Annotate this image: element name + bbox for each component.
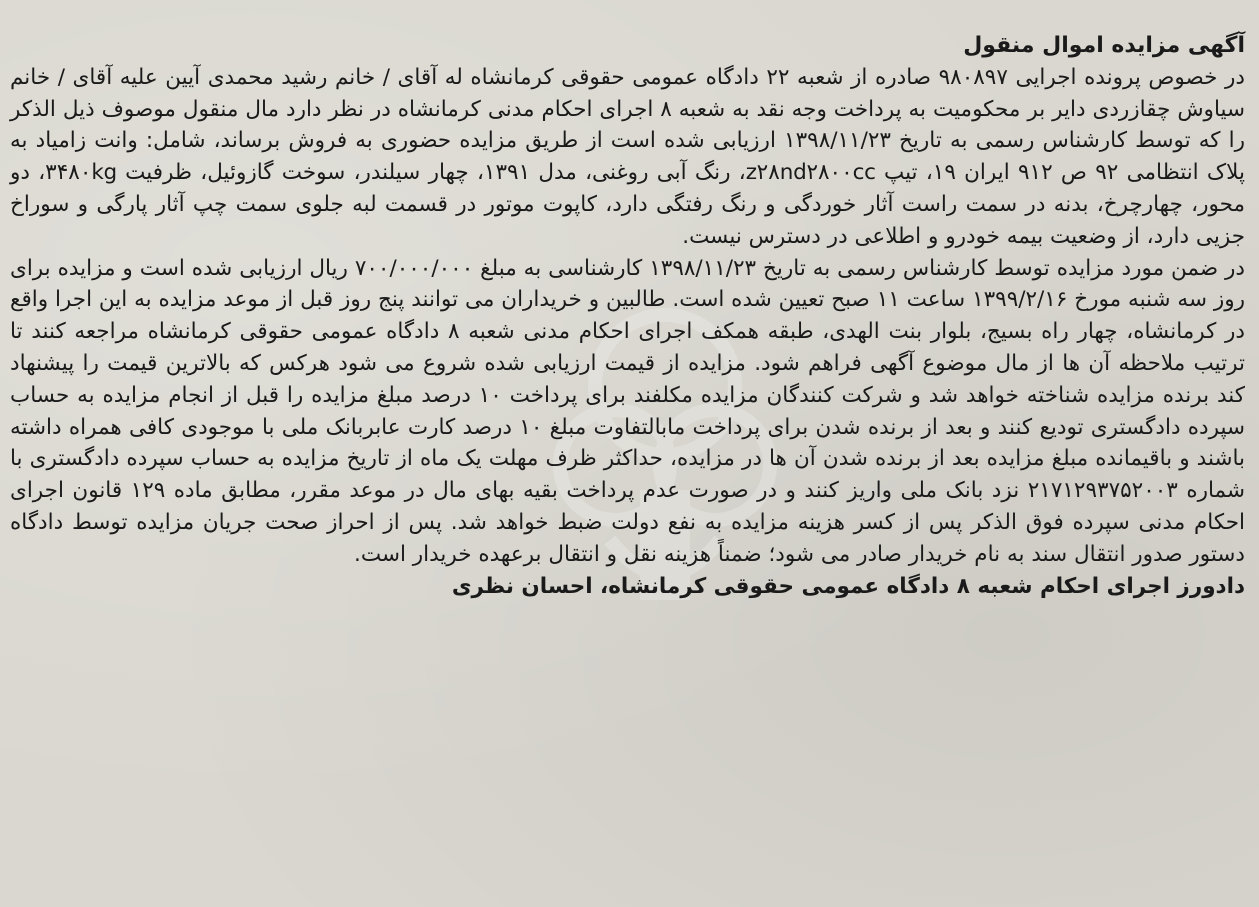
auction-notice: [10, 30, 1245, 890]
notice-paragraph-auction-terms: در ضمن مورد مزایده توسط کارشناس رسمی به تاریخ ۱۳۹۸/۱۱/۲۳ کارشناسی به مبلغ ۷۰۰/۰۰۰/۰۰۰ ریال ارزیابی شده است و مزایده برای روز سه شنبه مورخ ۱۳۹۹/۲/۱۶ ساعت ۱۱ صبح تعیین شده است. طالبین و خریداران می توانند پنج روز قبل از موعد مزایده به این اجرا واقع در کرمانشاه، چهار راه بسیج، بلوار بنت الهدی، طبقه همکف اجرای احکام مدنی شعبه ۸ دادگاه عمومی حقوقی کرمانشاه مراجعه کنند تا ترتیب ملاحظه آن ها از مال موضوع آگهی فراهم شود. مزایده از قیمت ارزیابی شده شروع می شود هرکس که بالاترین قیمت را پیشنهاد کند برنده مزایده شناخته خواهد شد و شرکت کنندگان مزایده مکلفند برای پرداخت ۱۰ درصد مبلغ مزایده را قبل از انجام مزایده به حساب سپرده دادگستری تودیع کنند و بعد از برنده شدن برای پرداخت مابالتفاوت مبلغ ۱۰ درصد کارت عابربانک ملی با موجودی کافی همراه داشته باشند و باقیمانده مبلغ مزایده بعد از برنده شدن آن ها در مزایده، حداکثر ظرف مهلت یک ماه از تاریخ مزایده به حساب سپرده دادگستری با شماره ۲۱۷۱۲۹۳۷۵۲۰۰۳ نزد بانک ملی واریز کنند و در صورت عدم پرداخت بقیه بهای مال در موعد مقرر، مطابق ماده ۱۲۹ قانون اجرای احکام مدنی سپرده فوق الذکر پس از کسر هزینه مزایده به نفع دولت ضبط خواهد شد. پس از احراز صحت جریان مزایده توسط دادگاه دستور صدور انتقال سند به نام خریدار صادر می شود؛ ضمناً هزینه نقل و انتقال برعهده خریدار است.: [10, 255, 1245, 567]
notice-signature: دادورز اجرای احکام شعبه ۸ دادگاه عمومی حقوقی کرمانشاه، احسان نظری: [451, 573, 1245, 599]
notice-title: آگهی مزایده اموال منقول: [963, 33, 1245, 58]
notice-paragraph-vehicle-details: در خصوص پرونده اجرایی ۹۸۰۸۹۷ صادره از شعبه ۲۲ دادگاه عمومی حقوقی کرمانشاه له آقای / خانم رشید محمدی آیین علیه آقای / خانم سیاوش چقازردی دایر بر محکومیت به پرداخت وجه نقد به شعبه ۸ اجرای احکام مدنی کرمانشاه در نظر دارد مال منقول موصوف ذیل الذکر را که توسط کارشناس رسمی به تاریخ ۱۳۹۸/۱۱/۲۳ ارزیابی شده است از طریق مزایده حضوری به فروش برساند، شامل: وانت زامیاد به پلاک انتظامی ۹۲ ص ۹۱۲ ایران ۱۹، تیپ z۲۸nd۲۸۰۰cc، رنگ آبی روغنی، مدل ۱۳۹۱، چهار سیلندر، سوخت گازوئیل، ظرفیت ۳۴۸۰kg، دو محور، چهارچرخ، بدنه در سمت راست آثار خوردگی و رنگ رفتگی دارد، کاپوت موتور در قسمت لبه جلوی سمت چپ آثار پارگی و سوراخ جزیی دارد، از وضعیت بیمه خودرو و اطلاعی در دسترس نیست.: [10, 64, 1246, 249]
